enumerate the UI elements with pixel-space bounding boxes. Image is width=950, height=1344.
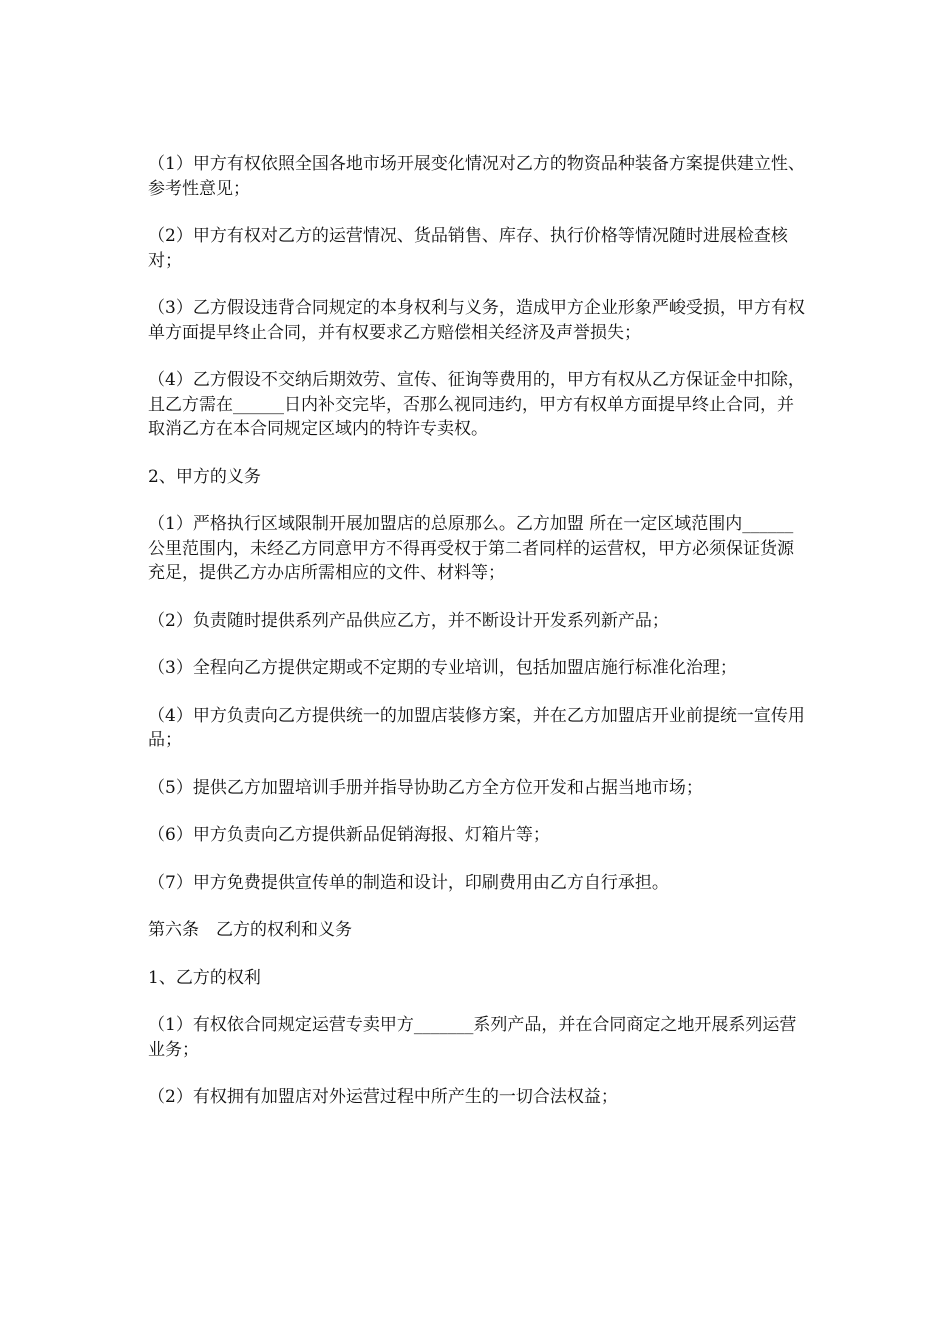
paragraph-2-2: （2）负责随时提供系列产品供应乙方，并不断设计开发系列新产品； <box>148 610 669 631</box>
paragraph-2-6: （6）甲方负责向乙方提供新品促销海报、灯箱片等； <box>148 825 550 845</box>
document-body <box>148 152 808 1133</box>
paragraph-b-2: （2）有权拥有加盟店对外运营过程中所产生的一切合法权益； <box>148 1087 618 1107</box>
paragraph-1-2: （2）甲方有权对乙方的运营情况、货品销售、库存、执行价格等情况随时进展检查核对； <box>148 226 788 271</box>
paragraph-2-5: （5）提供乙方加盟培训手册并指导协助乙方全方位开发和占据当地市场； <box>148 777 703 798</box>
heading-party-a-obligations: 2、甲方的义务 <box>148 466 261 487</box>
paragraph-b-1: （1）有权依合同规定运营专卖甲方_______系列产品，并在合同商定之地开展系列运营业务； <box>148 1015 797 1060</box>
heading-party-b-rights: 1、乙方的权利 <box>148 967 261 988</box>
paragraph-2-1: （1）严格执行区域限制开展加盟店的总原那么。乙方加盟 所在一定区域范围内______公里范围内，未经乙方同意甲方不得再受权于第二者同样的运营权，甲方必须保证货源充足，提供乙方办店所需相应的文件、材料等； <box>148 514 794 583</box>
paragraph-1-1: （1）甲方有权依照全国各地市场开展变化情况对乙方的物资品种装备方案提供建立性、参考性意见； <box>148 154 805 199</box>
paragraph-2-4: （4）甲方负责向乙方提供统一的加盟店装修方案，并在乙方加盟店开业前提统一宣传用品； <box>148 705 805 750</box>
paragraph-1-3: （3）乙方假设违背合同规定的本身权利与义务，造成甲方企业形象严峻受损，甲方有权单方面提早终止合同，并有权要求乙方赔偿相关经济及声誉损失； <box>148 298 805 343</box>
heading-article-six: 第六条 乙方的权利和义务 <box>148 920 352 940</box>
paragraph-2-3: （3）全程向乙方提供定期或不定期的专业培训，包括加盟店施行标准化治理； <box>148 658 737 678</box>
paragraph-2-7: （7）甲方免费提供宣传单的制造和设计，印刷费用由乙方自行承担。 <box>148 872 669 893</box>
paragraph-1-4: （4）乙方假设不交纳后期效劳、宣传、征询等费用的，甲方有权从乙方保证金中扣除，且乙方需在______日内补交完毕，否那么视同违约，甲方有权单方面提早终止合同，并取消乙方在本合同规定区域内的特许专卖权。 <box>148 370 805 439</box>
